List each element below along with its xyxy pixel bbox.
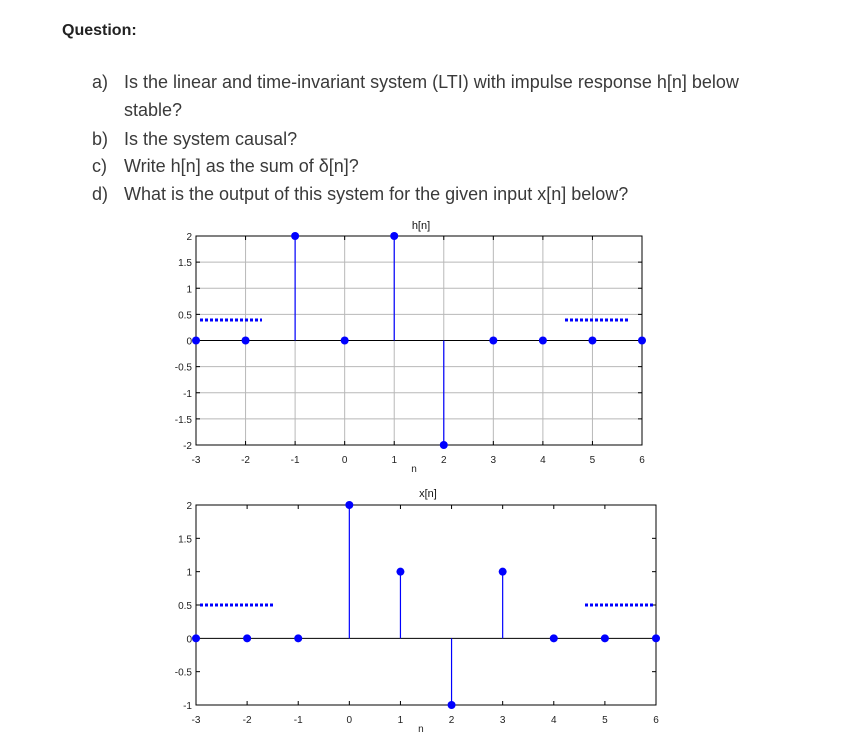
plot1-stem-point bbox=[638, 337, 646, 345]
plot2-stem-point bbox=[448, 701, 456, 709]
plot1-xtick-label: 5 bbox=[589, 455, 596, 466]
plot1-xtick-label: -3 bbox=[191, 455, 201, 466]
plot2-ytick-label: 1.5 bbox=[178, 534, 192, 546]
plot1-xtick-label: 1 bbox=[391, 455, 398, 466]
plot1-xlabel: n bbox=[411, 464, 417, 475]
plot2-ytick-label: 2 bbox=[186, 501, 192, 512]
plot1-stem-point bbox=[539, 337, 547, 345]
question-heading: Question: bbox=[62, 22, 137, 39]
plot1-xtick-label: 0 bbox=[341, 455, 348, 466]
item-d-label: d) bbox=[92, 184, 109, 204]
plot1-ytick-label: 0.5 bbox=[178, 310, 192, 322]
plot1-ytick-label: -1.5 bbox=[174, 414, 192, 426]
plot2-ytick-label: 0 bbox=[186, 634, 192, 646]
plot2-stem-point bbox=[396, 568, 404, 576]
plot2-xtick-label: 6 bbox=[653, 715, 659, 726]
plot1-stem-point bbox=[588, 337, 596, 345]
plot2-stem-point bbox=[499, 568, 507, 576]
plot2-ytick-label: -0.5 bbox=[174, 667, 192, 679]
plot2-xtick-label: 1 bbox=[397, 715, 404, 726]
plot2-xtick-label: 2 bbox=[448, 715, 455, 726]
plot2-stem-point bbox=[601, 634, 609, 642]
plot1-ytick-label: -0.5 bbox=[174, 362, 192, 374]
plot1-xtick-label: 2 bbox=[440, 455, 447, 466]
plot1-stem-point bbox=[390, 232, 398, 240]
plot2-xtick-label: 0 bbox=[346, 715, 353, 726]
item-a-text-line2: stable? bbox=[124, 100, 183, 120]
plot2-ytick-label: 1 bbox=[186, 567, 192, 579]
plot2-title: x[n] bbox=[419, 488, 437, 500]
item-a-text: Is the linear and time-invariant system (LTI) with impulse response h[n] below bbox=[124, 72, 739, 92]
plot1-ytick-label: 0 bbox=[186, 336, 192, 348]
plot2-xtick-label: -3 bbox=[191, 715, 201, 726]
plot2-xtick-label: -1 bbox=[293, 715, 303, 726]
plot1-ytick-label: -1 bbox=[183, 388, 192, 400]
plot1-xtick-label: 3 bbox=[490, 455, 497, 466]
plot1-xtick-label: -2 bbox=[241, 455, 251, 466]
item-b-text: Is the system causal? bbox=[124, 129, 298, 149]
plot2-ytick-label: 0.5 bbox=[178, 601, 192, 612]
plot2-stem-point bbox=[294, 634, 302, 642]
plot2-xlabel: n bbox=[418, 724, 424, 735]
plot2-stem-point bbox=[243, 634, 251, 642]
item-d-text: What is the output of this system for the given input x[n] below? bbox=[124, 184, 629, 204]
plot2-xtick-label: 5 bbox=[602, 715, 608, 726]
plot2-xtick-label: 3 bbox=[499, 715, 506, 726]
plot1-ytick-label: 2 bbox=[186, 232, 192, 243]
plot1-ytick-label: 1 bbox=[186, 284, 192, 296]
item-c-text: Write h[n] as the sum of δ[n]? bbox=[124, 156, 359, 176]
item-b-label: b) bbox=[92, 129, 109, 149]
plot1-stem-point bbox=[440, 441, 448, 449]
plot2-stem-point bbox=[345, 501, 353, 509]
item-a-label: a) bbox=[92, 72, 109, 92]
plot1-stem-point bbox=[192, 337, 200, 345]
plot1-ytick-label: -2 bbox=[183, 441, 192, 452]
plot1-xtick-label: 6 bbox=[639, 455, 645, 466]
plot1-title: h[n] bbox=[411, 220, 431, 232]
item-c-label: c) bbox=[92, 156, 107, 176]
plot2-stem-point bbox=[550, 634, 558, 642]
plot1-stem-point bbox=[291, 232, 299, 240]
plot1-xtick-label: 4 bbox=[540, 455, 546, 466]
plot1-stem-point bbox=[489, 337, 497, 345]
plot1-stem-point bbox=[242, 337, 250, 345]
plot2-xtick-label: -2 bbox=[242, 715, 252, 726]
plot2-stem-point bbox=[192, 634, 200, 642]
plot1-ytick-label: 1.5 bbox=[178, 258, 192, 270]
plot2-stem-point bbox=[652, 634, 660, 642]
plot1-stem-point bbox=[341, 337, 349, 345]
plot1-xtick-label: -1 bbox=[290, 455, 300, 466]
plot2-xtick-label: 4 bbox=[550, 715, 557, 726]
plot2-ytick-label: -1 bbox=[183, 701, 192, 712]
